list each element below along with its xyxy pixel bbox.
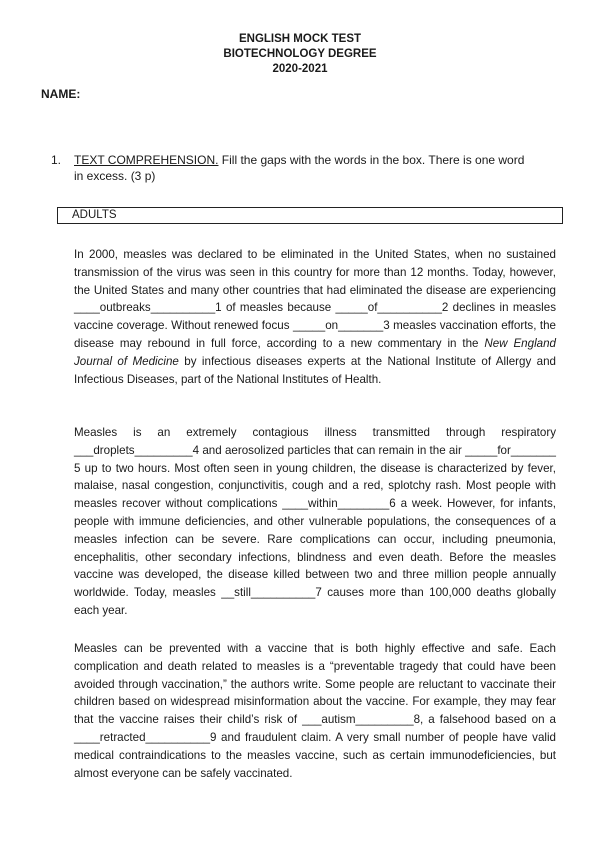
test-title: ENGLISH MOCK TEST — [238, 33, 362, 45]
question-number: 1. — [51, 153, 62, 167]
paragraph-text: and aerosolized particles that can remain in the air — [199, 443, 466, 457]
paragraph-text: declines in measles vaccine coverage. Without renewed focus — [74, 301, 556, 333]
question-text — [74, 152, 531, 184]
text-title-box — [57, 207, 563, 224]
gap-7: __still__________7 — [221, 586, 322, 600]
paragraph-text: and fraudulent claim. A very small number of people have valid medical contraindications to the measles vaccine, such as certain immunodeficiencies, but almost everyone can be safely vaccinated. — [74, 730, 556, 780]
paragraph-text: In 2000, measles was declared to be eliminated in the United States, when no sustained transmission of the virus was seen in this country for more than 12 months. Today, however, the United States and many other countries that had eliminated the disease are experiencing — [74, 248, 556, 297]
gap-4: ___droplets_________4 — [74, 443, 200, 457]
paragraph-text: by infectious diseases experts at the National Institute of Allergy and Infectious Diseases, part of the National Institutes of Health. — [74, 354, 556, 386]
gap-3: _____on_______3 — [292, 319, 390, 333]
degree-title: BIOTECHNOLOGY DEGREE — [223, 48, 377, 60]
gap-8: ___autism_________8, — [302, 713, 424, 727]
question-1 — [51, 152, 531, 184]
question-instruction: Fill the gaps with the words in the box. There is one word in excess. (3 p) — [74, 153, 525, 183]
question-topic: TEXT COMPREHENSION. — [74, 153, 219, 167]
paragraph-text: up to two hours. Most often seen in young children, the disease is characterized by fever, malaise, nasal congestion, conjunctivitis, cough and a red, splotchy rash. Most people with measles recover without complications — [74, 461, 556, 511]
paragraph-text: causes more than 100,000 deaths globally each year. — [74, 586, 556, 617]
journal-name: New England Journal of Medicine — [74, 336, 556, 368]
text-title: ADULTS — [72, 209, 117, 221]
document-header — [0, 32, 600, 77]
name-label: NAME: — [41, 87, 81, 101]
paragraph-3 — [74, 640, 556, 782]
gap-5: _____for_______ 5 — [74, 443, 556, 475]
paragraph-2 — [74, 424, 556, 620]
paragraph-text: of measles because — [221, 301, 336, 315]
paragraph-text: measles vaccination efforts, the disease may rebound in full force, according to a new commentary in the — [74, 319, 557, 350]
academic-year: 2020-2021 — [272, 63, 328, 75]
gap-2: _____of__________2 — [335, 301, 449, 315]
gap-6: ____within________6 — [282, 497, 396, 511]
paragraph-text: Measles can be prevented with a vaccine that is both highly effective and safe. Each complication and death related to measles is a “preventable tragedy that could have been avoided through vaccination,” the authors write. Some people are reluctant to vaccinate their children based on widespread misinformation about the vaccine. For example, they may fear that the vaccine raises their child’s risk of — [74, 642, 556, 727]
paragraph-1 — [74, 246, 556, 388]
gap-9: ____retracted__________9 — [74, 730, 217, 744]
paragraph-text: Measles is an extremely contagious illness transmitted through respiratory — [74, 426, 556, 439]
gap-1: ____outbreaks__________1 — [74, 301, 222, 315]
paragraph-text: a falsehood based on a — [423, 713, 556, 727]
paragraph-text: a week. However, for infants, people with immune deficiencies, and other vulnerable populations, the consequences of a measles infection can be severe. Rare complications can occur, including pneumonia, encephalitis, other secondary infections, blindness and even death. Before the measles vaccine was developed, the disease killed between two and three million people annually worldwide. Today, measles — [74, 497, 556, 600]
